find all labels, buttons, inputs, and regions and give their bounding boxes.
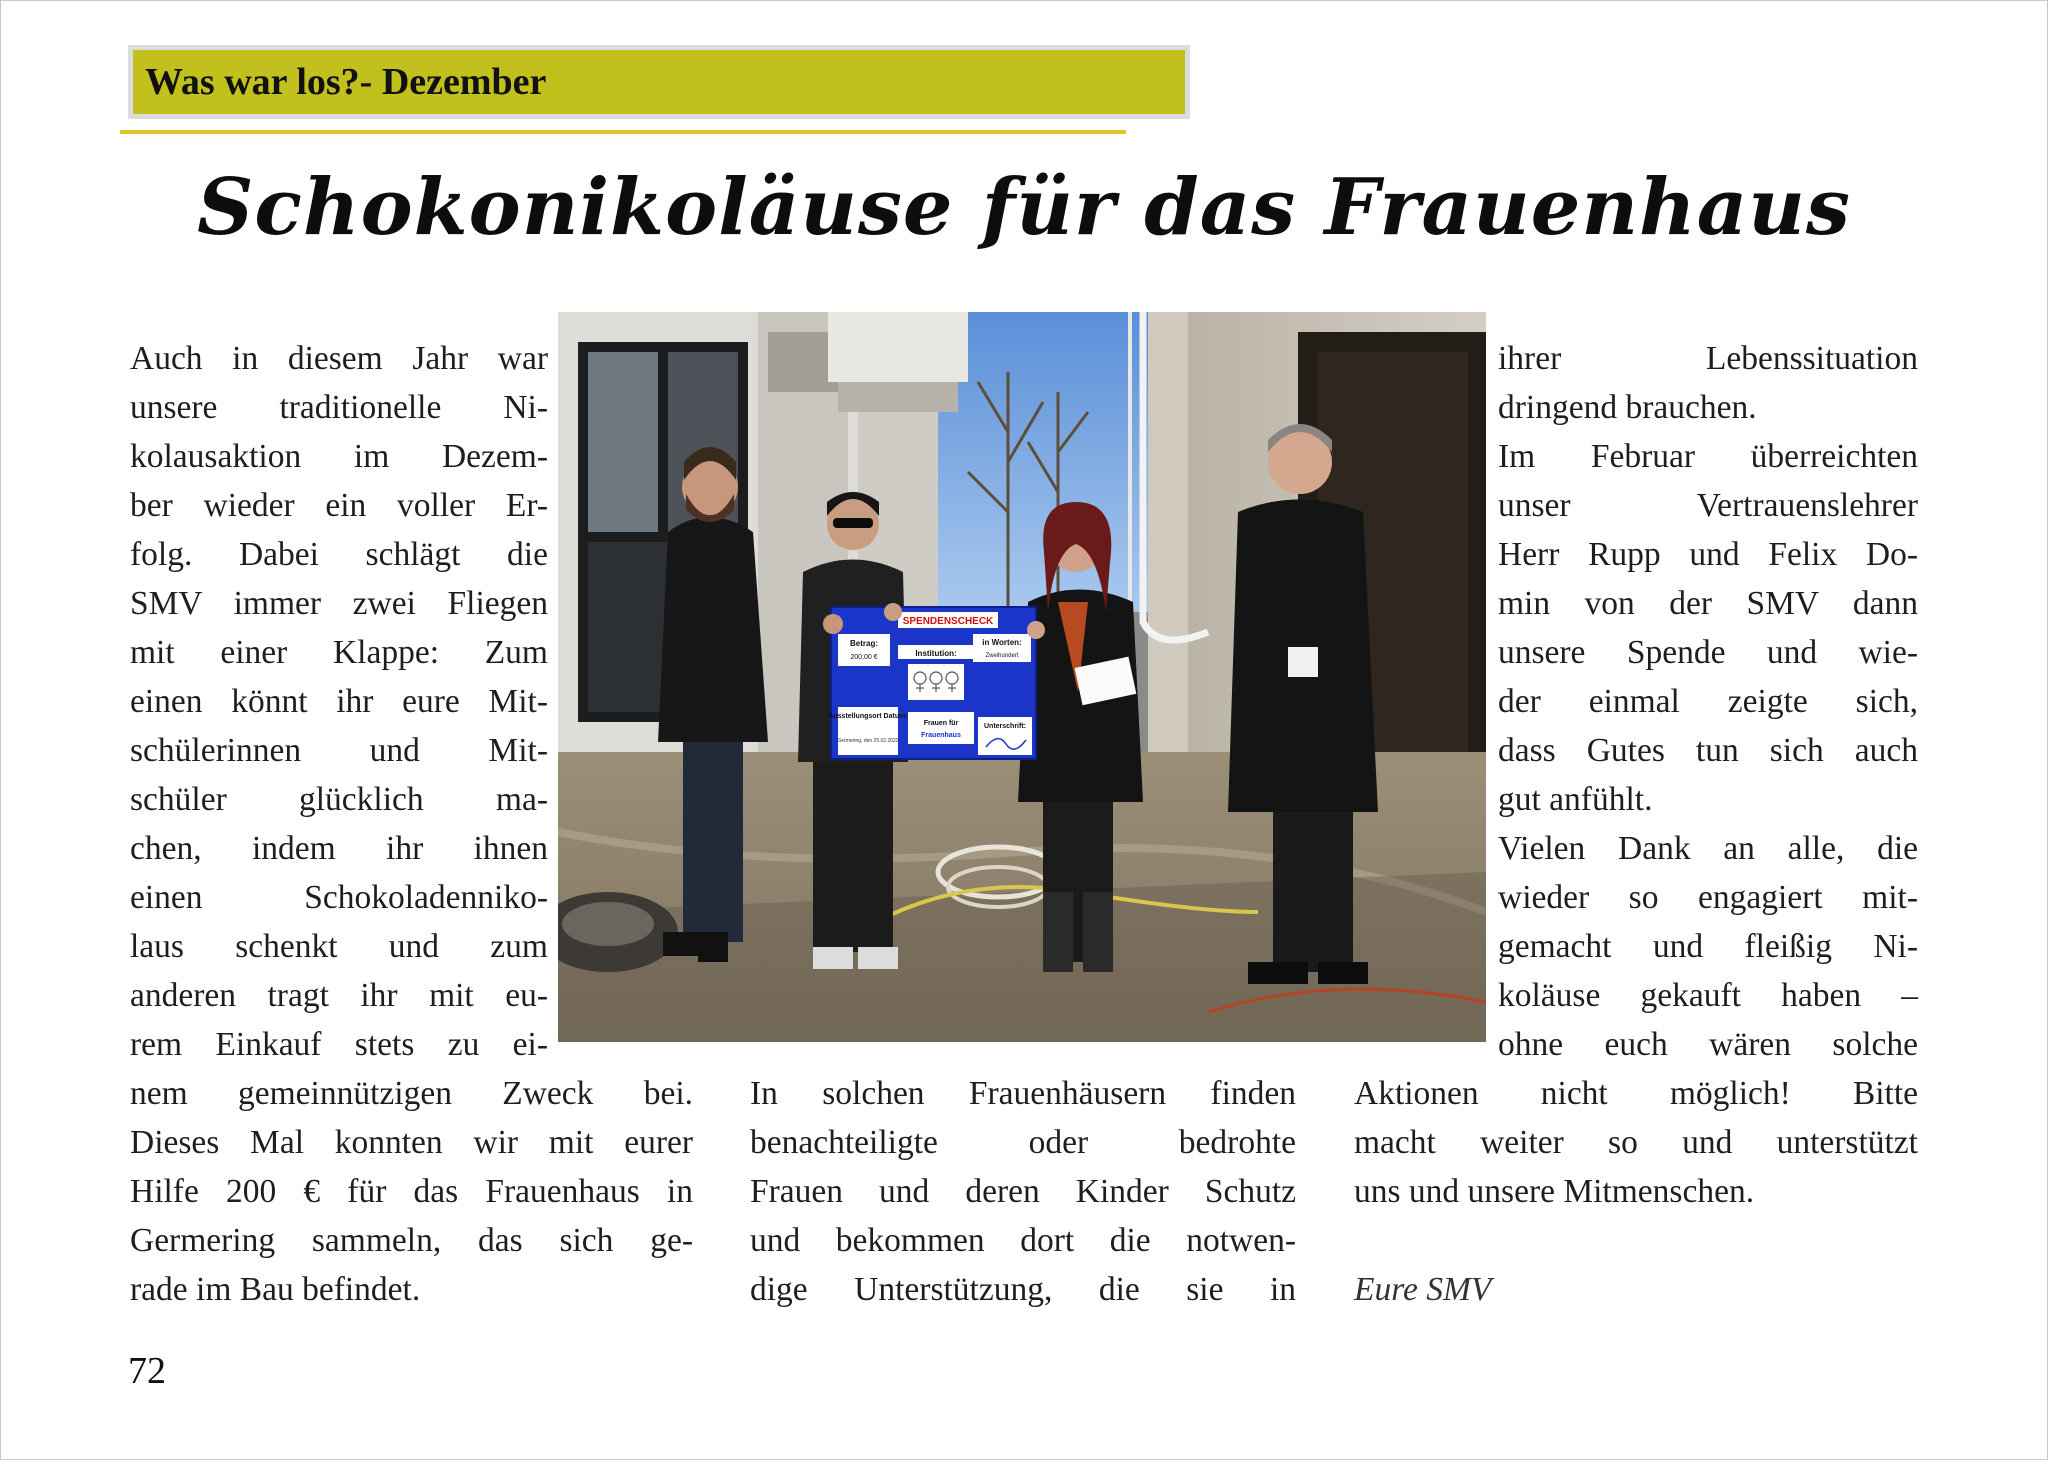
text-line: Aktionen nicht möglich! Bitte: [1354, 1075, 1918, 1112]
text-line: Im Februar überreichten: [1498, 438, 1918, 475]
check-worten-value: Zweihundert: [985, 653, 1019, 659]
check-ort-label: Ausstellungsort Datum:: [828, 713, 908, 720]
text-line: schüler glücklich ma-: [130, 781, 548, 818]
text-line: In solchen Frauenhäusern finden: [750, 1075, 1296, 1112]
text-line: folg. Dabei schlägt die: [130, 536, 548, 573]
page-number: 72: [128, 1350, 166, 1392]
check-ort-value: Germering, den 25.02.2022: [837, 738, 899, 744]
check-worten-label: in Worten:: [982, 638, 1022, 647]
text-line: einen Schokoladenniko-: [130, 879, 548, 916]
text-line: und bekommen dort die notwen-: [750, 1222, 1296, 1259]
text-line: gemacht und fleißig Ni-: [1498, 928, 1918, 965]
text-line: dige Unterstützung, die sie in: [750, 1271, 1296, 1308]
text-line: ber wieder ein voller Er-: [130, 487, 548, 524]
text-line: chen, indem ihr ihnen: [130, 830, 548, 867]
text-line: Herr Rupp und Felix Do-: [1498, 536, 1918, 573]
text-line: koläuse gekauft haben –: [1498, 977, 1918, 1014]
text-line: unsere traditionelle Ni-: [130, 389, 548, 426]
check-empfaenger-line1: Frauen für: [923, 720, 959, 727]
text-line: ohne euch wären solche: [1498, 1026, 1918, 1063]
text-line: rade im Bau befindet.: [130, 1271, 421, 1308]
check-empfaenger-line2: Frauenhaus: [921, 732, 961, 739]
text-line: Germering sammeln, das sich ge-: [130, 1222, 693, 1259]
photo-illustration: [558, 312, 1486, 1042]
article-headline: Schokonikoläuse für das Frauenhaus: [197, 162, 1851, 253]
check-betrag-value: 200,00 €: [850, 654, 878, 661]
text-line: einen könnt ihr eure Mit-: [130, 683, 548, 720]
donation-check: [828, 607, 1036, 759]
text-line: Hilfe 200 € für das Frauenhaus in: [130, 1173, 693, 1210]
signature: Eure SMV: [1354, 1271, 1492, 1308]
text-line: Auch in diesem Jahr war: [130, 340, 548, 377]
text-line: Frauen und deren Kinder Schutz: [750, 1173, 1296, 1210]
check-title: SPENDENSCHECK: [902, 616, 994, 627]
text-line: uns und unsere Mitmenschen.: [1354, 1173, 1755, 1210]
text-line: macht weiter so und unterstützt: [1354, 1124, 1918, 1161]
text-line: SMV immer zwei Fliegen: [130, 585, 548, 622]
text-line: gut anfühlt.: [1498, 781, 1653, 818]
text-line: dass Gutes tun sich auch: [1498, 732, 1918, 769]
text-line: der einmal zeigte sich,: [1498, 683, 1918, 720]
text-line: Dieses Mal konnten wir mit eurer: [130, 1124, 693, 1161]
text-line: laus schenkt und zum: [130, 928, 548, 965]
text-line: kolausaktion im Dezem-: [130, 438, 548, 475]
text-line: unser Vertrauenslehrer: [1498, 487, 1918, 524]
text-line: schülerinnen und Mit-: [130, 732, 548, 769]
check-institution-label: Institution:: [915, 649, 957, 658]
text-line: anderen tragt ihr mit eu-: [130, 977, 548, 1014]
text-line: rem Einkauf stets zu ei-: [130, 1026, 548, 1063]
text-line: wieder so engagiert mit-: [1498, 879, 1918, 916]
text-line: min von der SMV dann: [1498, 585, 1918, 622]
text-line: dringend brauchen.: [1498, 389, 1757, 426]
check-betrag-label: Betrag:: [849, 639, 879, 648]
text-line: benachteiligte oder bedrohte: [750, 1124, 1296, 1161]
text-line: nem gemeinnützigen Zweck bei.: [130, 1075, 693, 1112]
text-line: mit einer Klappe: Zum: [130, 634, 548, 671]
section-tag-label: Was war los?- Dezember: [145, 61, 547, 103]
text-line: Vielen Dank an alle, die: [1498, 830, 1918, 867]
text-line: ihrer Lebenssituation: [1498, 340, 1918, 377]
check-unterschrift-label: Unterschrift:: [983, 723, 1027, 730]
text-line: unsere Spende und wie-: [1498, 634, 1918, 671]
section-tag: [128, 45, 1190, 119]
article-photo: [558, 312, 1486, 1042]
section-tag-underline: [120, 130, 1126, 134]
